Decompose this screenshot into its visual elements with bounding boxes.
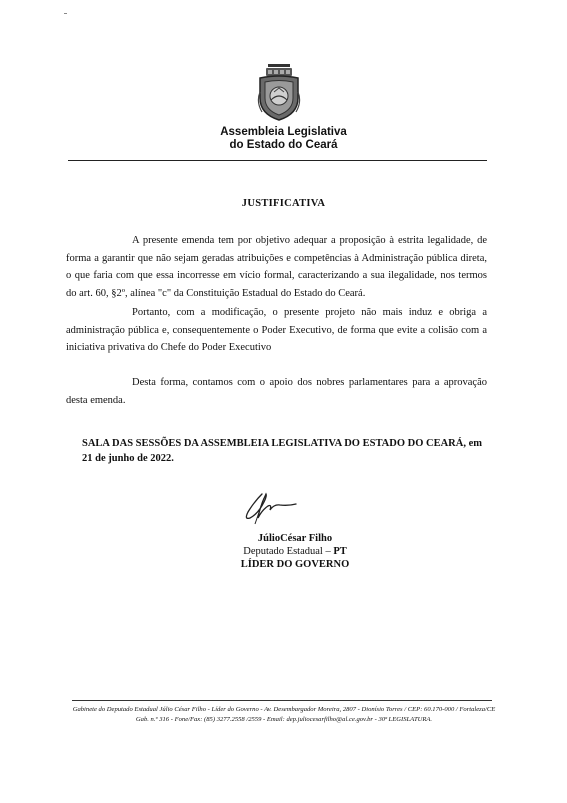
signatory-role-prefix: Deputado Estadual – <box>243 546 334 557</box>
signatory-party: PT <box>333 546 347 557</box>
footer-address: Gabinete do Deputado Estadual Júlio César Filho - Líder do Governo - Av. Desembargador Moreira, 2807 - Dionísio Torres / CEP: 60.170-000 / Fortaleza/CE Gab. n.º 316 - Fone/Fax: (85) 3277.2558 /2559 - Email: dep.juliocesarfilho@al.ce.gov.br - 30ª LEGISLATURA. <box>72 706 496 723</box>
signatory-title: LÍDER DO GOVERNO <box>240 559 350 570</box>
header-divider <box>68 160 487 161</box>
institution-name-line1: Assembleia Legislativa <box>220 126 347 138</box>
body-paragraph-3: Desta forma, contamos com o apoio dos nobres parlamentares para a aprovação desta emenda. <box>66 377 487 406</box>
closing-statement: SALA DAS SESSÕES DA ASSEMBLEIA LEGISLATIVA DO ESTADO DO CEARÁ, em 21 de junho de 2022. <box>82 438 482 464</box>
signatory-name: JúlioCésar Filho <box>257 533 333 544</box>
footer-divider <box>72 700 492 701</box>
institution-name-line2: do Estado do Ceará <box>229 139 338 151</box>
body-paragraph-2: Portanto, com a modificação, o presente projeto não mais induz e obriga a administração pública e, consequentemente o Poder Executivo, de forma que evite a colisão com a iniciativa privativa do Chefe do Poder Executivo <box>66 307 487 353</box>
signatory-role <box>230 545 360 558</box>
document-title: JUSTIFICATIVA <box>241 198 326 209</box>
body-paragraph-1: A presente emenda tem por objetivo adequar a proposição à estrita legalidade, de forma a garantir que não sejam geradas atribuições e competências à Administração pública direta, o que faria com que essa incorresse em vício formal, caracterizando a sua ilegalidade, nos termos do art. 60, §2º, alínea "c" da Constituição Estadual do Estado do Ceará. <box>66 235 487 299</box>
state-coat-of-arms-icon <box>256 62 302 122</box>
handwritten-signature-icon <box>240 488 302 526</box>
scan-mark <box>64 13 67 14</box>
